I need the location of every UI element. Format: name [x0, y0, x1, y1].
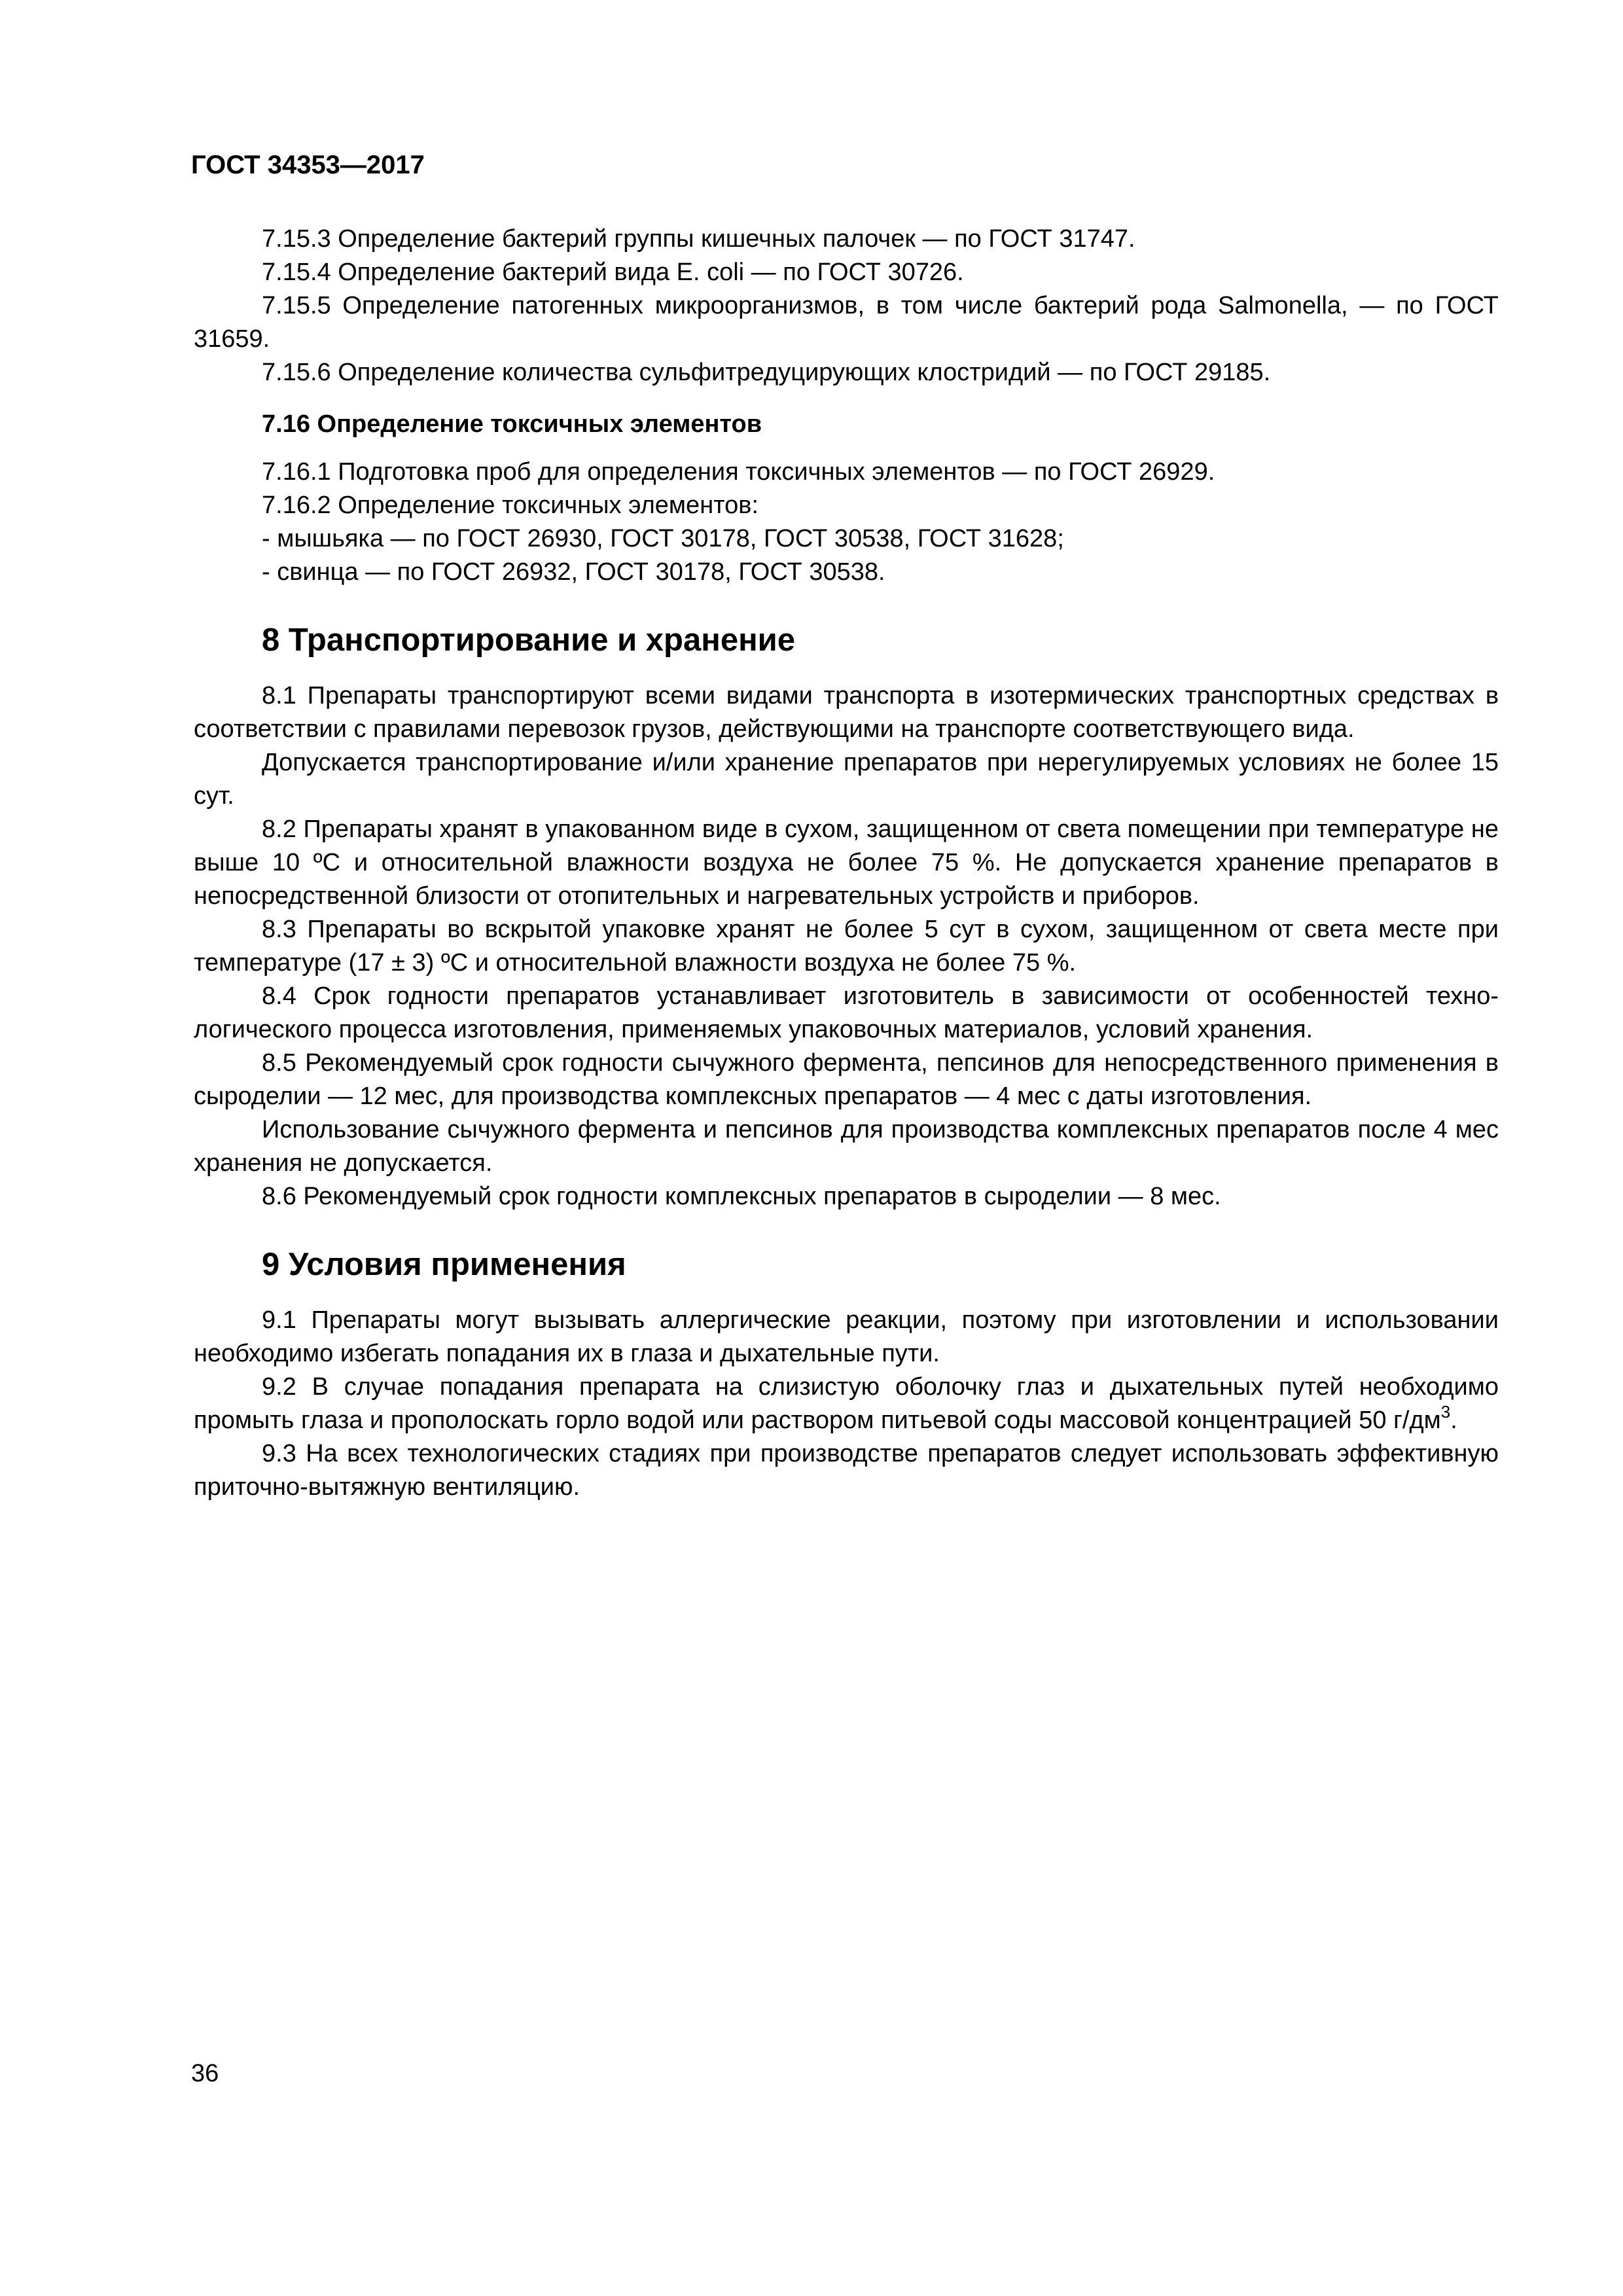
paragraph-7-15-6: 7.15.6 Определение количества сульфитредуцирующих клостридий — по ГОСТ 29185.: [262, 359, 1271, 386]
paragraph-8-3: 8.3 Препараты во вскрытой упаковке хранят не более 5 сут в сухом, защищенном от света месте при температуре (17 ± 3) ºС и относительной влажности воздуха не более 75 %.: [194, 916, 1499, 977]
paragraph-7-16-2: 7.16.2 Определение токсичных элементов:: [262, 492, 759, 519]
paragraph-9-3: 9.3 На всех технологических стадиях при производстве препаратов следует использовать эффективную приточно-вытяжную вентиляцию.: [194, 1440, 1499, 1501]
section-heading-8: 8 Транспортирование и хранение: [262, 622, 796, 658]
paragraph-8-6: 8.6 Рекомендуемый срок годности комплексных препаратов в сыроделии — 8 мес.: [262, 1183, 1221, 1210]
paragraph-7-15-5: 7.15.5 Определение патогенных микроорганизмов, в том числе бактерий рода Salmonella, — по ГОСТ 31659.: [194, 292, 1499, 353]
paragraph-8-5: 8.5 Рекомендуемый срок годности сычужного фермента, пепсинов для непосредственного применения в сыроделии — 12 мес, для производства комплексных препаратов — 4 мес с даты изготовления.: [194, 1049, 1499, 1110]
page-number: 36: [191, 2060, 219, 2087]
page-body: [194, 223, 1499, 1504]
section-heading-9: 9 Условия применения: [262, 1247, 626, 1282]
paragraph-9-2: [194, 1371, 1499, 1437]
paragraph-7-16-1: 7.16.1 Подготовка проб для определения токсичных элементов — по ГОСТ 26929.: [262, 458, 1215, 486]
list-item-lead: - свинца — по ГОСТ 26932, ГОСТ 30178, ГОСТ 30538.: [262, 558, 885, 586]
paragraph-9-1: 9.1 Препараты могут вызывать аллергические реакции, поэтому при изготовлении и использовании необходимо избегать попадания их в глаза и дыхательные пути.: [194, 1306, 1499, 1367]
paragraph-8-2: 8.2 Препараты хранят в упакованном виде в сухом, защищенном от света помещении при температуре не выше 10 ºС и относительной влажности воздуха не более 75 %. Не допускается хранение препаратов в непосредственной близости от отопительных и нагревательных устройств и приборов.: [194, 816, 1499, 910]
superscript-cubic: 3: [1440, 1402, 1451, 1422]
paragraph-8-5-continued: Использование сычужного фермента и пепсинов для производства комплексных препаратов после 4 мес хранения не допускается.: [194, 1116, 1499, 1177]
paragraph-8-1-continued: Допускается транспортирование и/или хранение препаратов при нерегулируемых условиях не более 15 сут.: [194, 749, 1499, 810]
list-item-arsenic: - мышьяка — по ГОСТ 26930, ГОСТ 30178, ГОСТ 30538, ГОСТ 31628;: [262, 525, 1064, 552]
paragraph-8-1: 8.1 Препараты транспортируют всеми видами транспорта в изотермических транспортных средствах в соответствии с правилами перевозок грузов, действующими на транспорте соответствующего вида.: [194, 682, 1499, 743]
subsection-heading-7-16: 7.16 Определение токсичных элементов: [262, 410, 762, 438]
standard-designation: ГОСТ 34353—2017: [191, 151, 425, 179]
paragraph-8-4: 8.4 Срок годности препаратов устанавливает изготовитель в зависимости от особенностей технологического процесса изготовления, применяемых упаковочных материалов, условий хранения.: [194, 982, 1499, 1043]
paragraph-9-2-text: 9.2 В случае попадания препарата на слизистую оболочку глаз и дыхательных путей необходимо промыть глаза и прополоскать горло водой или раствором питьевой соды массовой концентрацией 50 г/дм: [194, 1373, 1499, 1434]
paragraph-7-15-3: 7.15.3 Определение бактерий группы кишечных палочек — по ГОСТ 31747.: [262, 225, 1135, 253]
paragraph-7-15-4: 7.15.4 Определение бактерий вида E. coli — по ГОСТ 30726.: [262, 259, 964, 286]
paragraph-9-2-end: .: [1450, 1407, 1457, 1434]
